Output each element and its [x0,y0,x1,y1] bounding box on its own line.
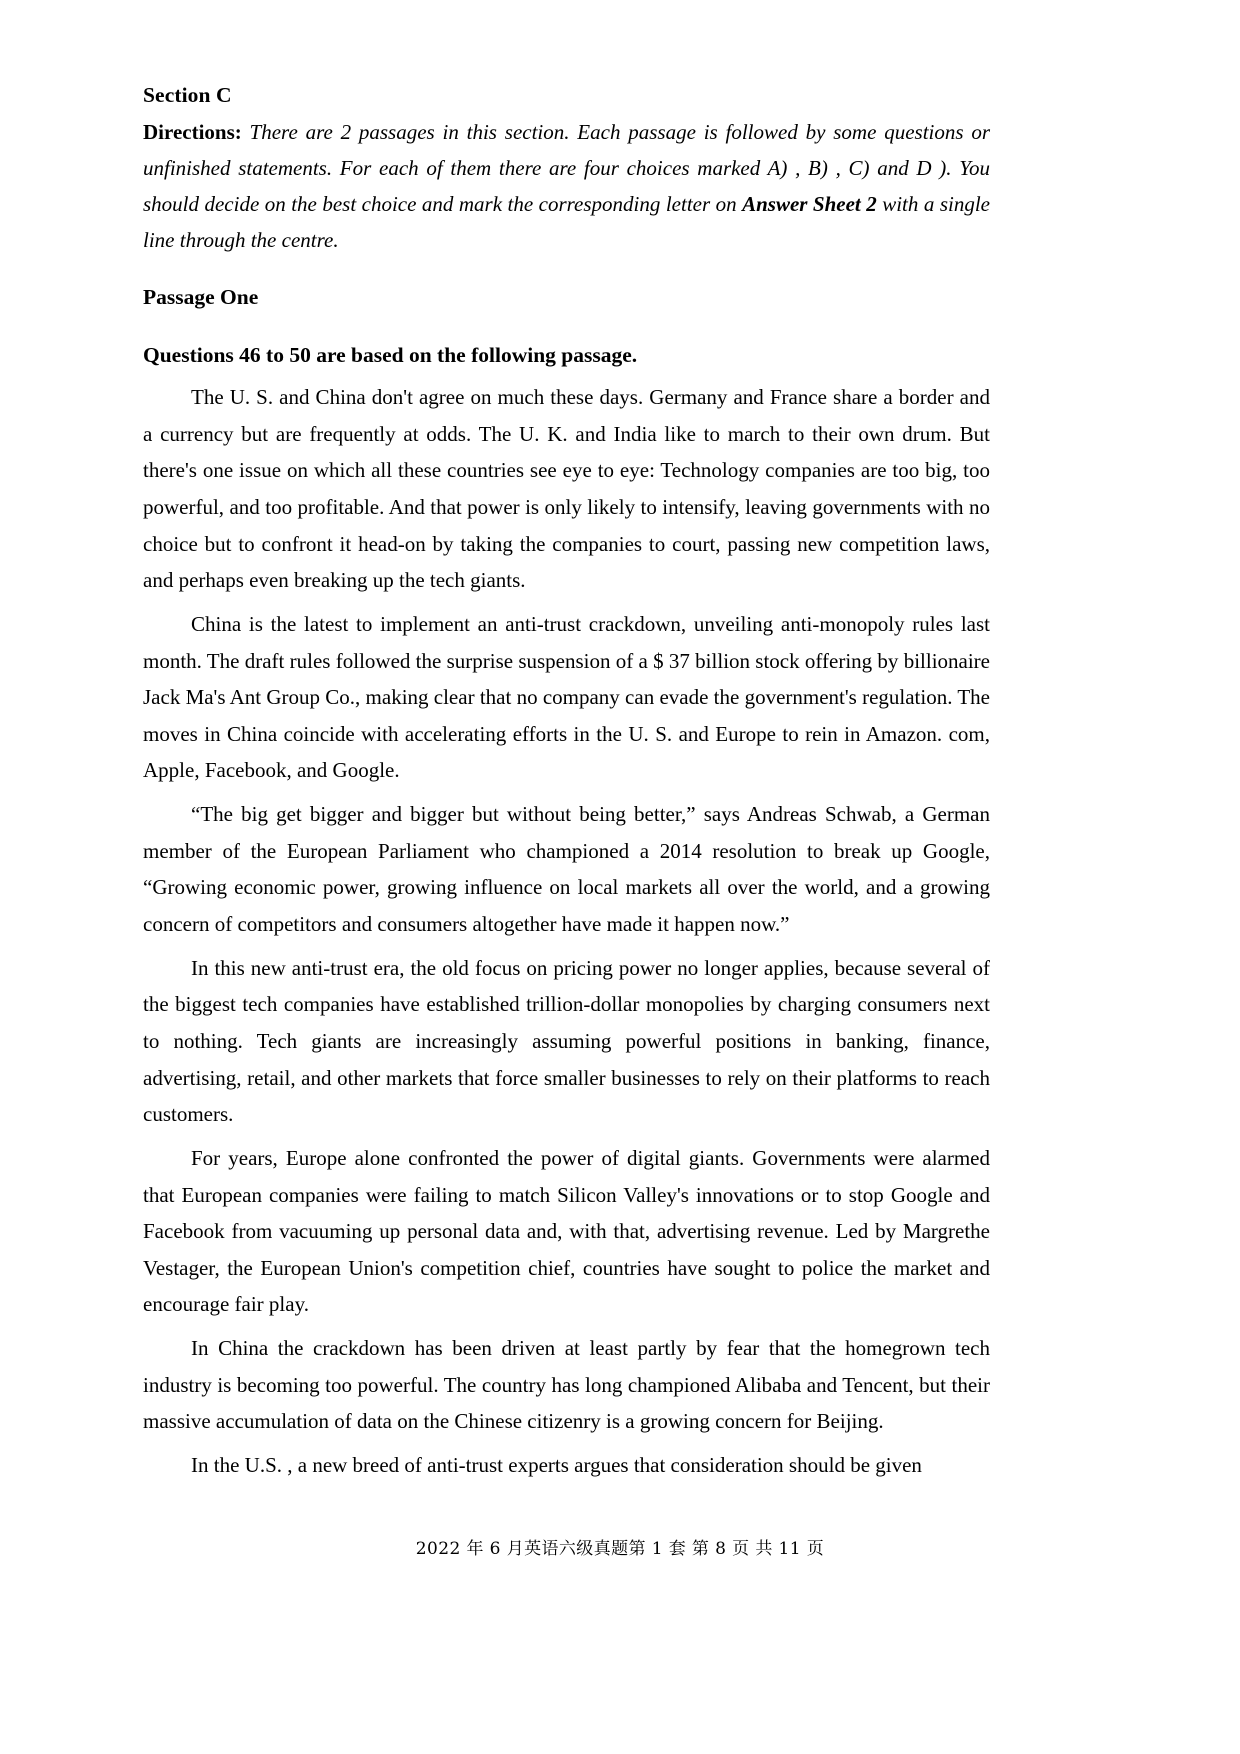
answer-sheet-emphasis: Answer Sheet 2 [742,192,877,217]
passage-paragraph: In this new anti-trust era, the old focus on pricing power no longer applies, because several of the biggest tech companies have established trillion-dollar monopolies by charging consumers next to nothing. Tech giants are increasingly assuming powerful positions in banking, finance, advertising, retail, and other markets that force smaller businesses to rely on their platforms to reach customers. [143,955,990,1127]
passage-paragraph: “The big get bigger and bigger but without being better,” says Andreas Schwab, a German member of the European Parliament who championed a 2014 resolution to break up Google, “Growing economic power, growing influence on local markets all over the world, and a growing concern of competitors and consumers altogether have made it happen now.” [143,802,990,937]
passage-paragraph: China is the latest to implement an anti-trust crackdown, unveiling anti-monopoly rules last month. The draft rules followed the surprise suspension of a $ 37 billion stock offering by billionaire Jack Ma's Ant Group Co., making clear that no company can evade the government's regulation. The moves in China coincide with accelerating efforts in the U. S. and Europe to rein in Amazon. com, Apple, Facebook, and Google. [143,611,990,783]
passage-label: Passage One [143,285,259,310]
directions-tail: with a single line through the centre. [143,192,990,253]
questions-range-heading: Questions 46 to 50 are based on the following passage. [143,342,638,367]
directions-label: Directions: [143,119,242,144]
page-footer: 2022 年 6 月英语六级真题第 1 套 第 8 页 共 11 页 [415,1539,825,1560]
section-heading: Section C [143,83,232,107]
directions-paragraph [143,114,990,258]
passage-paragraph: For years, Europe alone confronted the power of digital giants. Governments were alarmed that European companies were failing to match Silicon Valley's innovations or to stop Google and Facebook from vacuuming up personal data and, with that, advertising revenue. Led by Margrethe Vestager, the European Union's competition chief, countries have sought to police the market and encourage fair play. [143,1145,990,1317]
passage-paragraph: In the U.S. , a new breed of anti-trust experts argues that consideration should be given [191,1452,922,1477]
directions-text: There are 2 passages in this section. Each passage is followed by some questions or unfinished statements. For each of them there are four choices marked A) , B) , C) and D ). You should decide on the best choice and mark the corresponding letter on [143,119,990,217]
passage-paragraph: In China the crackdown has been driven at least partly by fear that the homegrown tech industry is becoming too powerful. The country has long championed Alibaba and Tencent, but their massive accumulation of data on the Chinese citizenry is a growing concern for Beijing. [143,1336,990,1434]
passage-paragraph: The U. S. and China don't agree on much these days. Germany and France share a border and a currency but are frequently at odds. The U. K. and India like to march to their own drum. But there's one issue on which all these countries see eye to eye: Technology companies are too big, too powerful, and too profitable. And that power is only likely to intensify, leaving governments with no choice but to confront it head-on by taking the companies to court, passing new competition laws, and perhaps even breaking up the tech giants. [143,385,990,593]
